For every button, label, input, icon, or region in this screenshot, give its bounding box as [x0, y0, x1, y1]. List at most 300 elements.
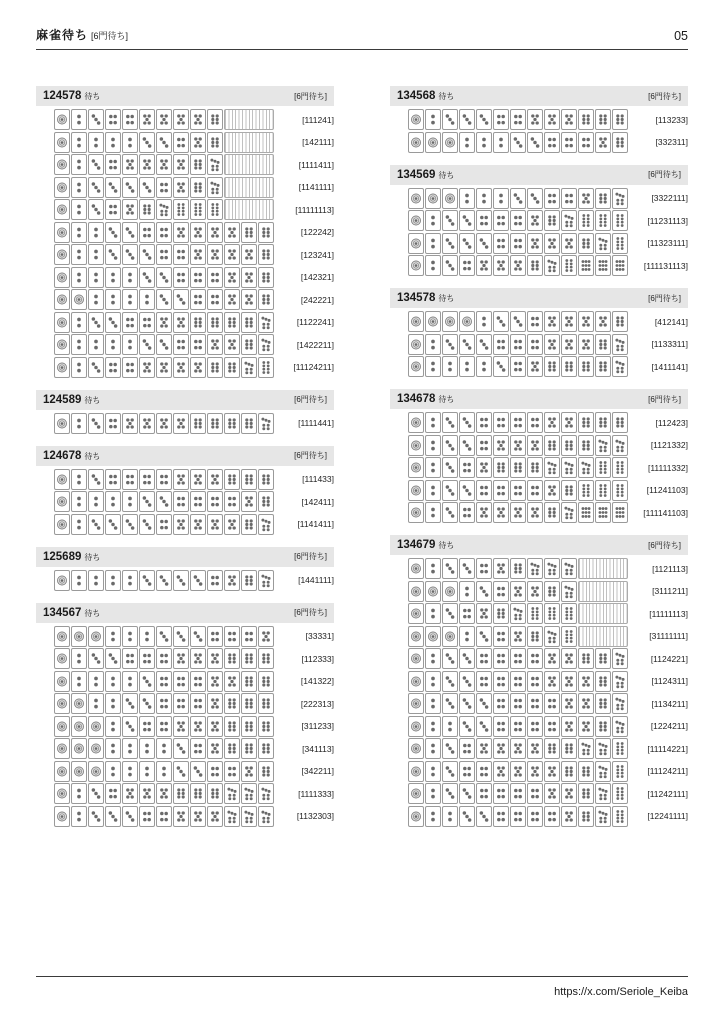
mahjong-tile-2pin [425, 435, 441, 456]
mahjong-tile-4pin [105, 469, 121, 490]
hand-code: [1121332] [650, 440, 688, 450]
mahjong-tile-4pin [510, 334, 526, 355]
mahjong-tile-6pin [258, 222, 274, 243]
mahjong-tile-4pin [207, 570, 223, 591]
hand-row [36, 716, 334, 737]
mahjong-tile-3pin [442, 109, 458, 130]
mahjong-tile-2pin [88, 671, 104, 692]
hand-code: [1441111] [298, 575, 334, 585]
mahjong-tile-7pin [510, 603, 526, 624]
mahjong-tile-2pin [425, 457, 441, 478]
mahjong-tile-6pin [561, 738, 577, 759]
mahjong-tile-4pin [510, 806, 526, 827]
hand-code: [112333] [301, 653, 334, 664]
mahjong-tile-2pin [156, 761, 172, 782]
mahjong-tile-5pin [493, 558, 509, 579]
mahjong-tile-6pin [207, 413, 223, 434]
mahjong-tile-9pin [612, 502, 628, 523]
hand-code: [1411141] [651, 361, 688, 372]
mahjong-tile-5pin [544, 671, 560, 692]
tile-strip [408, 334, 628, 355]
mahjong-tile-7pin [612, 693, 628, 714]
mahjong-tile-6pin [612, 311, 628, 332]
mahjong-tile-8pin [595, 457, 611, 478]
mahjong-tile-6pin [595, 356, 611, 377]
mahjong-tile-6pin [578, 435, 594, 456]
tile-strip [408, 761, 628, 782]
mahjong-tile-4pin [139, 716, 155, 737]
mahjong-tile-4pin [207, 626, 223, 647]
mahjong-tile-1pin [442, 626, 458, 647]
hand-row [390, 558, 688, 579]
hand-row [36, 132, 334, 153]
mahjong-tile-2pin [425, 356, 441, 377]
tile-strip [408, 738, 628, 759]
mahjong-tile-3pin [88, 783, 104, 804]
hand-row [390, 412, 688, 433]
mahjong-tile-7pin [561, 502, 577, 523]
mahjong-tile-3pin [139, 244, 155, 265]
mahjong-tile-6pin [207, 132, 223, 153]
mahjong-tile-7pin [258, 806, 274, 827]
mahjong-tile-1pin [408, 233, 424, 254]
mahjong-tile-2pin [476, 188, 492, 209]
mahjong-tile-3pin [442, 761, 458, 782]
mahjong-tile-5pin [190, 514, 206, 535]
tile-strip [408, 603, 628, 624]
hand-row [390, 648, 688, 669]
tile-strip [54, 693, 274, 714]
mahjong-tile-3pin [459, 233, 475, 254]
wait-section-124678 [36, 446, 334, 535]
mahjong-tile-6pin [493, 457, 509, 478]
mahjong-tile-5pin [527, 435, 543, 456]
mahjong-tile-6pin [224, 357, 240, 378]
tile-strip [54, 469, 274, 490]
wait-section-125689 [36, 547, 334, 591]
mahjong-tile-5pin [156, 783, 172, 804]
mahjong-tile-6pin [258, 738, 274, 759]
mahjong-tile-9pin [595, 255, 611, 276]
mahjong-tile-1pin [442, 132, 458, 153]
hand-code: [3322111] [651, 193, 688, 203]
mahjong-tile-1pin [54, 312, 70, 333]
mahjong-tile-4pin [493, 648, 509, 669]
mahjong-tile-8pin [578, 210, 594, 231]
mahjong-tile-4pin [156, 693, 172, 714]
tile-strip [408, 783, 628, 804]
hand-row [36, 514, 334, 535]
hand-code: [1133311] [651, 339, 688, 349]
mahjong-tile-3pin [476, 693, 492, 714]
mahjong-tile-1pin [54, 469, 70, 490]
mahjong-tile-3pin [442, 412, 458, 433]
mahjong-tile-5pin [173, 716, 189, 737]
mahjong-tile-5pin [527, 738, 543, 759]
mahjong-tile-1pin [442, 188, 458, 209]
mahjong-tile-5pin [207, 244, 223, 265]
any-tiles-placeholder [224, 109, 274, 130]
mahjong-tile-2pin [122, 671, 138, 692]
hand-row [36, 109, 334, 130]
hand-row [390, 255, 688, 276]
mahjong-tile-4pin [476, 783, 492, 804]
mahjong-tile-3pin [139, 671, 155, 692]
tile-strip [54, 132, 274, 153]
section-suffix: 待ち [438, 541, 455, 550]
wait-section-134567 [36, 603, 334, 827]
section-number: 124578 [43, 90, 82, 102]
hand-row [390, 783, 688, 804]
hand-code: [342211] [301, 766, 334, 776]
mahjong-tile-4pin [510, 233, 526, 254]
section-suffix: 待ち [438, 294, 455, 303]
mahjong-tile-2pin [425, 806, 441, 827]
mahjong-tile-1pin [408, 626, 424, 647]
hand-code: [311233] [301, 721, 334, 731]
mahjong-tile-6pin [578, 412, 594, 433]
page-subtitle: [6門待ち] [91, 31, 129, 41]
mahjong-tile-5pin [578, 311, 594, 332]
mahjong-tile-2pin [122, 132, 138, 153]
hand-row [390, 457, 688, 478]
mahjong-tile-2pin [459, 132, 475, 153]
mahjong-tile-3pin [122, 806, 138, 827]
mahjong-tile-3pin [442, 648, 458, 669]
mahjong-tile-5pin [527, 581, 543, 602]
mahjong-tile-3pin [139, 514, 155, 535]
mahjong-tile-4pin [207, 491, 223, 512]
mahjong-tile-6pin [224, 413, 240, 434]
hand-code: [11231113] [647, 215, 688, 226]
mahjong-tile-4pin [561, 132, 577, 153]
hand-row [390, 210, 688, 231]
mahjong-tile-5pin [595, 311, 611, 332]
mahjong-tile-8pin [612, 480, 628, 501]
hand-code: [222313] [300, 698, 334, 709]
mahjong-tile-5pin [510, 435, 526, 456]
mahjong-tile-3pin [442, 558, 458, 579]
mahjong-tile-3pin [442, 480, 458, 501]
mahjong-tile-3pin [88, 177, 104, 198]
mahjong-tile-6pin [578, 783, 594, 804]
mahjong-tile-2pin [425, 761, 441, 782]
mahjong-tile-6pin [527, 457, 543, 478]
mahjong-tile-6pin [578, 648, 594, 669]
section-badge: [6門待ち] [648, 170, 681, 179]
hand-row [36, 334, 334, 355]
hand-row [36, 491, 334, 512]
mahjong-tile-1pin [408, 693, 424, 714]
page-title: 麻雀待ち [36, 28, 89, 42]
mahjong-tile-6pin [578, 761, 594, 782]
tile-strip [408, 716, 628, 737]
mahjong-tile-4pin [173, 267, 189, 288]
mahjong-tile-4pin [105, 783, 121, 804]
hand-code: [11114221] [647, 743, 688, 754]
mahjong-tile-5pin [207, 693, 223, 714]
mahjong-tile-4pin [156, 806, 172, 827]
mahjong-tile-2pin [122, 267, 138, 288]
mahjong-tile-6pin [510, 558, 526, 579]
mahjong-tile-4pin [578, 132, 594, 153]
mahjong-tile-6pin [561, 480, 577, 501]
mahjong-tile-7pin [544, 457, 560, 478]
mahjong-tile-6pin [258, 491, 274, 512]
tile-strip [54, 806, 274, 827]
mahjong-tile-2pin [71, 570, 87, 591]
mahjong-tile-4pin [173, 334, 189, 355]
mahjong-tile-2pin [425, 502, 441, 523]
tile-strip [54, 491, 274, 512]
mahjong-tile-4pin [510, 109, 526, 130]
mahjong-tile-5pin [173, 648, 189, 669]
hand-row [36, 693, 334, 714]
mahjong-tile-5pin [241, 267, 257, 288]
footer-link[interactable]: https://x.com/Seriole_Keiba [554, 986, 688, 998]
mahjong-tile-5pin [207, 648, 223, 669]
mahjong-tile-1pin [408, 109, 424, 130]
mahjong-tile-3pin [459, 806, 475, 827]
hand-row [36, 648, 334, 669]
mahjong-tile-3pin [122, 244, 138, 265]
hand-row [390, 233, 688, 254]
mahjong-tile-4pin [527, 412, 543, 433]
hand-row [390, 581, 688, 602]
mahjong-tile-8pin [173, 199, 189, 220]
mahjong-tile-5pin [139, 154, 155, 175]
mahjong-tile-2pin [88, 289, 104, 310]
mahjong-tile-3pin [105, 806, 121, 827]
mahjong-tile-2pin [71, 357, 87, 378]
mahjong-tile-5pin [578, 693, 594, 714]
hand-code: [1134211] [651, 698, 688, 709]
mahjong-tile-4pin [190, 289, 206, 310]
tile-strip [408, 648, 628, 669]
mahjong-tile-2pin [139, 289, 155, 310]
mahjong-tile-4pin [544, 806, 560, 827]
mahjong-tile-4pin [527, 671, 543, 692]
mahjong-tile-4pin [510, 480, 526, 501]
mahjong-tile-1pin [408, 334, 424, 355]
mahjong-tile-4pin [459, 603, 475, 624]
mahjong-tile-3pin [173, 289, 189, 310]
mahjong-tile-1pin [408, 480, 424, 501]
mahjong-tile-4pin [510, 412, 526, 433]
mahjong-tile-2pin [71, 222, 87, 243]
mahjong-tile-4pin [156, 222, 172, 243]
mahjong-tile-3pin [442, 255, 458, 276]
mahjong-tile-8pin [190, 199, 206, 220]
hand-row [390, 311, 688, 332]
mahjong-tile-4pin [476, 671, 492, 692]
mahjong-tile-2pin [71, 267, 87, 288]
mahjong-tile-5pin [190, 244, 206, 265]
mahjong-tile-2pin [105, 626, 121, 647]
mahjong-tile-1pin [425, 188, 441, 209]
mahjong-tile-5pin [578, 671, 594, 692]
section-suffix: 待ち [438, 170, 455, 180]
mahjong-tile-6pin [241, 334, 257, 355]
mahjong-tile-2pin [425, 480, 441, 501]
mahjong-tile-1pin [54, 693, 70, 714]
mahjong-tile-5pin [173, 514, 189, 535]
mahjong-tile-2pin [105, 738, 121, 759]
mahjong-tile-6pin [527, 255, 543, 276]
mahjong-tile-5pin [173, 222, 189, 243]
mahjong-tile-5pin [224, 244, 240, 265]
section-badge: [6門待ち] [294, 552, 327, 561]
mahjong-tile-5pin [527, 356, 543, 377]
mahjong-tile-3pin [105, 514, 121, 535]
mahjong-tile-3pin [459, 334, 475, 355]
mahjong-tile-2pin [71, 469, 87, 490]
any-tiles-placeholder [578, 581, 628, 602]
tile-strip [408, 412, 628, 433]
mahjong-tile-6pin [258, 671, 274, 692]
mahjong-tile-5pin [544, 109, 560, 130]
tile-strip [408, 311, 628, 332]
mahjong-tile-2pin [71, 132, 87, 153]
hand-row [390, 603, 688, 624]
mahjong-tile-2pin [425, 693, 441, 714]
mahjong-tile-1pin [408, 671, 424, 692]
mahjong-tile-4pin [207, 289, 223, 310]
mahjong-tile-4pin [122, 109, 138, 130]
mahjong-tile-5pin [139, 413, 155, 434]
mahjong-tile-6pin [241, 693, 257, 714]
mahjong-tile-5pin [561, 716, 577, 737]
mahjong-tile-3pin [139, 267, 155, 288]
mahjong-tile-3pin [459, 671, 475, 692]
section-suffix: 待ち [84, 608, 101, 618]
mahjong-tile-1pin [408, 716, 424, 737]
mahjong-tile-3pin [122, 693, 138, 714]
mahjong-tile-5pin [190, 222, 206, 243]
mahjong-tile-4pin [510, 648, 526, 669]
mahjong-tile-2pin [71, 648, 87, 669]
mahjong-tile-3pin [173, 761, 189, 782]
mahjong-tile-5pin [493, 502, 509, 523]
mahjong-tile-3pin [459, 210, 475, 231]
mahjong-tile-3pin [476, 334, 492, 355]
mahjong-tile-2pin [105, 289, 121, 310]
mahjong-tile-2pin [122, 491, 138, 512]
mahjong-tile-2pin [459, 188, 475, 209]
mahjong-tile-6pin [224, 716, 240, 737]
mahjong-tile-5pin [561, 109, 577, 130]
mahjong-tile-6pin [173, 783, 189, 804]
mahjong-tile-5pin [224, 671, 240, 692]
mahjong-tile-3pin [459, 783, 475, 804]
mahjong-tile-1pin [408, 558, 424, 579]
mahjong-tile-6pin [258, 289, 274, 310]
mahjong-tile-1pin [54, 199, 70, 220]
mahjong-tile-7pin [578, 457, 594, 478]
hand-code: [11124211] [293, 362, 334, 372]
hand-code: [12241111] [647, 811, 688, 821]
hand-code: [11124211] [647, 766, 688, 776]
mahjong-tile-5pin [190, 469, 206, 490]
mahjong-tile-1pin [88, 716, 104, 737]
mahjong-tile-8pin [595, 480, 611, 501]
mahjong-tile-5pin [139, 357, 155, 378]
mahjong-tile-7pin [156, 199, 172, 220]
mahjong-tile-3pin [156, 626, 172, 647]
mahjong-tile-6pin [139, 199, 155, 220]
mahjong-tile-2pin [88, 132, 104, 153]
section-suffix: 待ち [438, 395, 455, 404]
mahjong-tile-5pin [476, 255, 492, 276]
mahjong-tile-6pin [527, 626, 543, 647]
mahjong-tile-3pin [156, 289, 172, 310]
mahjong-tile-5pin [544, 311, 560, 332]
mahjong-tile-3pin [510, 132, 526, 153]
mahjong-tile-5pin [156, 312, 172, 333]
mahjong-tile-5pin [258, 626, 274, 647]
mahjong-tile-4pin [544, 693, 560, 714]
mahjong-tile-5pin [190, 648, 206, 669]
mahjong-tile-4pin [105, 199, 121, 220]
mahjong-tile-3pin [459, 558, 475, 579]
mahjong-tile-1pin [408, 132, 424, 153]
tile-strip [54, 783, 274, 804]
hand-code: [412141] [654, 316, 688, 327]
mahjong-tile-9pin [595, 502, 611, 523]
mahjong-tile-4pin [493, 480, 509, 501]
tile-strip [54, 716, 274, 737]
section-header [36, 86, 334, 106]
mahjong-tile-6pin [544, 581, 560, 602]
mahjong-tile-3pin [459, 693, 475, 714]
mahjong-tile-1pin [408, 435, 424, 456]
mahjong-tile-5pin [561, 233, 577, 254]
hand-code: [122242] [300, 227, 334, 237]
mahjong-tile-2pin [105, 334, 121, 355]
mahjong-tile-4pin [173, 244, 189, 265]
hand-code: [113233] [655, 114, 688, 125]
mahjong-tile-5pin [578, 334, 594, 355]
mahjong-tile-7pin [595, 783, 611, 804]
mahjong-tile-5pin [510, 581, 526, 602]
mahjong-tile-4pin [122, 469, 138, 490]
section-number: 134568 [397, 90, 436, 102]
section-badge: [6門待ち] [648, 293, 681, 303]
tile-strip [408, 480, 628, 501]
hand-row [390, 109, 688, 130]
mahjong-tile-7pin [612, 188, 628, 209]
mahjong-tile-4pin [122, 357, 138, 378]
mahjong-tile-4pin [527, 311, 543, 332]
any-tiles-placeholder [224, 199, 274, 220]
mahjong-tile-4pin [173, 693, 189, 714]
mahjong-tile-4pin [493, 233, 509, 254]
mahjong-tile-6pin [595, 109, 611, 130]
mahjong-tile-6pin [207, 109, 223, 130]
hand-code: [1141411] [297, 519, 334, 529]
section-badge: [6門待ち] [294, 395, 327, 404]
mahjong-tile-8pin [561, 626, 577, 647]
mahjong-tile-6pin [224, 738, 240, 759]
mahjong-tile-1pin [408, 806, 424, 827]
mahjong-tile-5pin [190, 806, 206, 827]
tile-strip [408, 435, 628, 456]
hand-code: [11323111] [647, 238, 688, 248]
mahjong-tile-2pin [139, 626, 155, 647]
mahjong-tile-1pin [408, 761, 424, 782]
mahjong-tile-5pin [156, 154, 172, 175]
mahjong-tile-4pin [493, 109, 509, 130]
